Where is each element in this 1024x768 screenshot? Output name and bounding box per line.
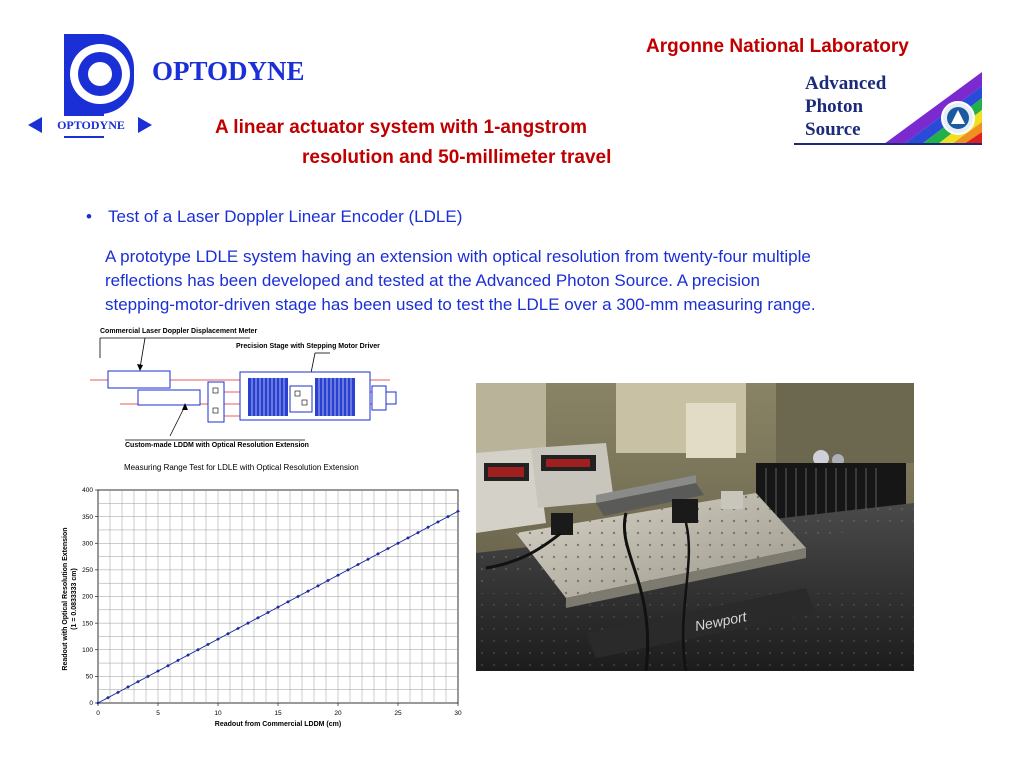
aps-logo: [794, 72, 984, 148]
x-tick-label: 30: [454, 710, 462, 717]
brand-name: OPTODYNE: [152, 56, 305, 86]
description-paragraph: [105, 245, 1005, 317]
y-tick-label: 50: [85, 673, 93, 681]
label-commercial-lddm: Commercial Laser Doppler Displacement Meter: [100, 328, 258, 335]
y-tick-label: 150: [82, 620, 93, 628]
y-tick-label: 350: [82, 513, 93, 521]
optodyne-logo: [28, 34, 156, 144]
label-precision-stage: Precision Stage with Stepping Motor Driver: [236, 343, 380, 350]
lab-name: Argonne National Laboratory: [646, 36, 909, 57]
lab-setup-photo: [476, 383, 914, 671]
y-tick-label: 250: [82, 567, 93, 575]
aps-word-2: Photon: [805, 96, 864, 117]
lab-photo-illustration: [476, 383, 914, 671]
ylabel-line-2: (1 = 0.0833333 cm): [71, 568, 78, 630]
paragraph-line: stepping-motor-driven stage has been used to test the LDLE over a 300-mm measuring range.: [105, 295, 816, 314]
aps-rainbow-icon: [794, 72, 984, 148]
chart-title: Measuring Range Test for LDLE with Optical Resolution Extension: [124, 463, 359, 472]
x-tick-label: 10: [214, 710, 222, 717]
bullet-text: Test of a Laser Doppler Linear Encoder (LDLE): [108, 207, 463, 226]
chart-xlabel: Readout from Commercial LDDM (cm): [214, 721, 342, 728]
paragraph-line: reflections has been developed and tested at the Advanced Photon Source. A precision: [105, 271, 760, 290]
logo-caption: OPTODYNE: [57, 118, 125, 132]
x-tick-label: 0: [96, 710, 100, 717]
label-custom-lddm: Custom-made LDDM with Optical Resolution Extension: [125, 442, 309, 449]
measuring-range-chart: [70, 482, 470, 732]
x-tick-label: 5: [156, 710, 160, 717]
y-tick-label: 400: [82, 487, 93, 495]
x-tick-label: 25: [394, 710, 402, 717]
aps-word-1: Advanced: [805, 73, 887, 94]
y-tick-label: 300: [82, 540, 93, 548]
y-tick-label: 200: [82, 593, 93, 601]
bullet-item: [86, 207, 462, 227]
schematic-diagram: [90, 328, 410, 458]
x-tick-label: 20: [334, 710, 342, 717]
ylabel-line-1: Readout with Optical Resolution Extension: [62, 527, 69, 671]
title-line-1: A linear actuator system with 1-angstrom: [215, 117, 588, 138]
y-tick-label: 100: [82, 646, 93, 654]
y-tick-label: 0: [89, 700, 93, 708]
bullet-dot: •: [86, 207, 92, 226]
photo-brand-text: Newport: [693, 608, 748, 634]
aps-word-3: Source: [805, 119, 861, 140]
title-line-2: resolution and 50-millimeter travel: [302, 147, 612, 168]
paragraph-line: A prototype LDLE system having an extension with optical resolution from twenty-four multiple: [105, 247, 811, 266]
x-tick-label: 15: [274, 710, 282, 717]
